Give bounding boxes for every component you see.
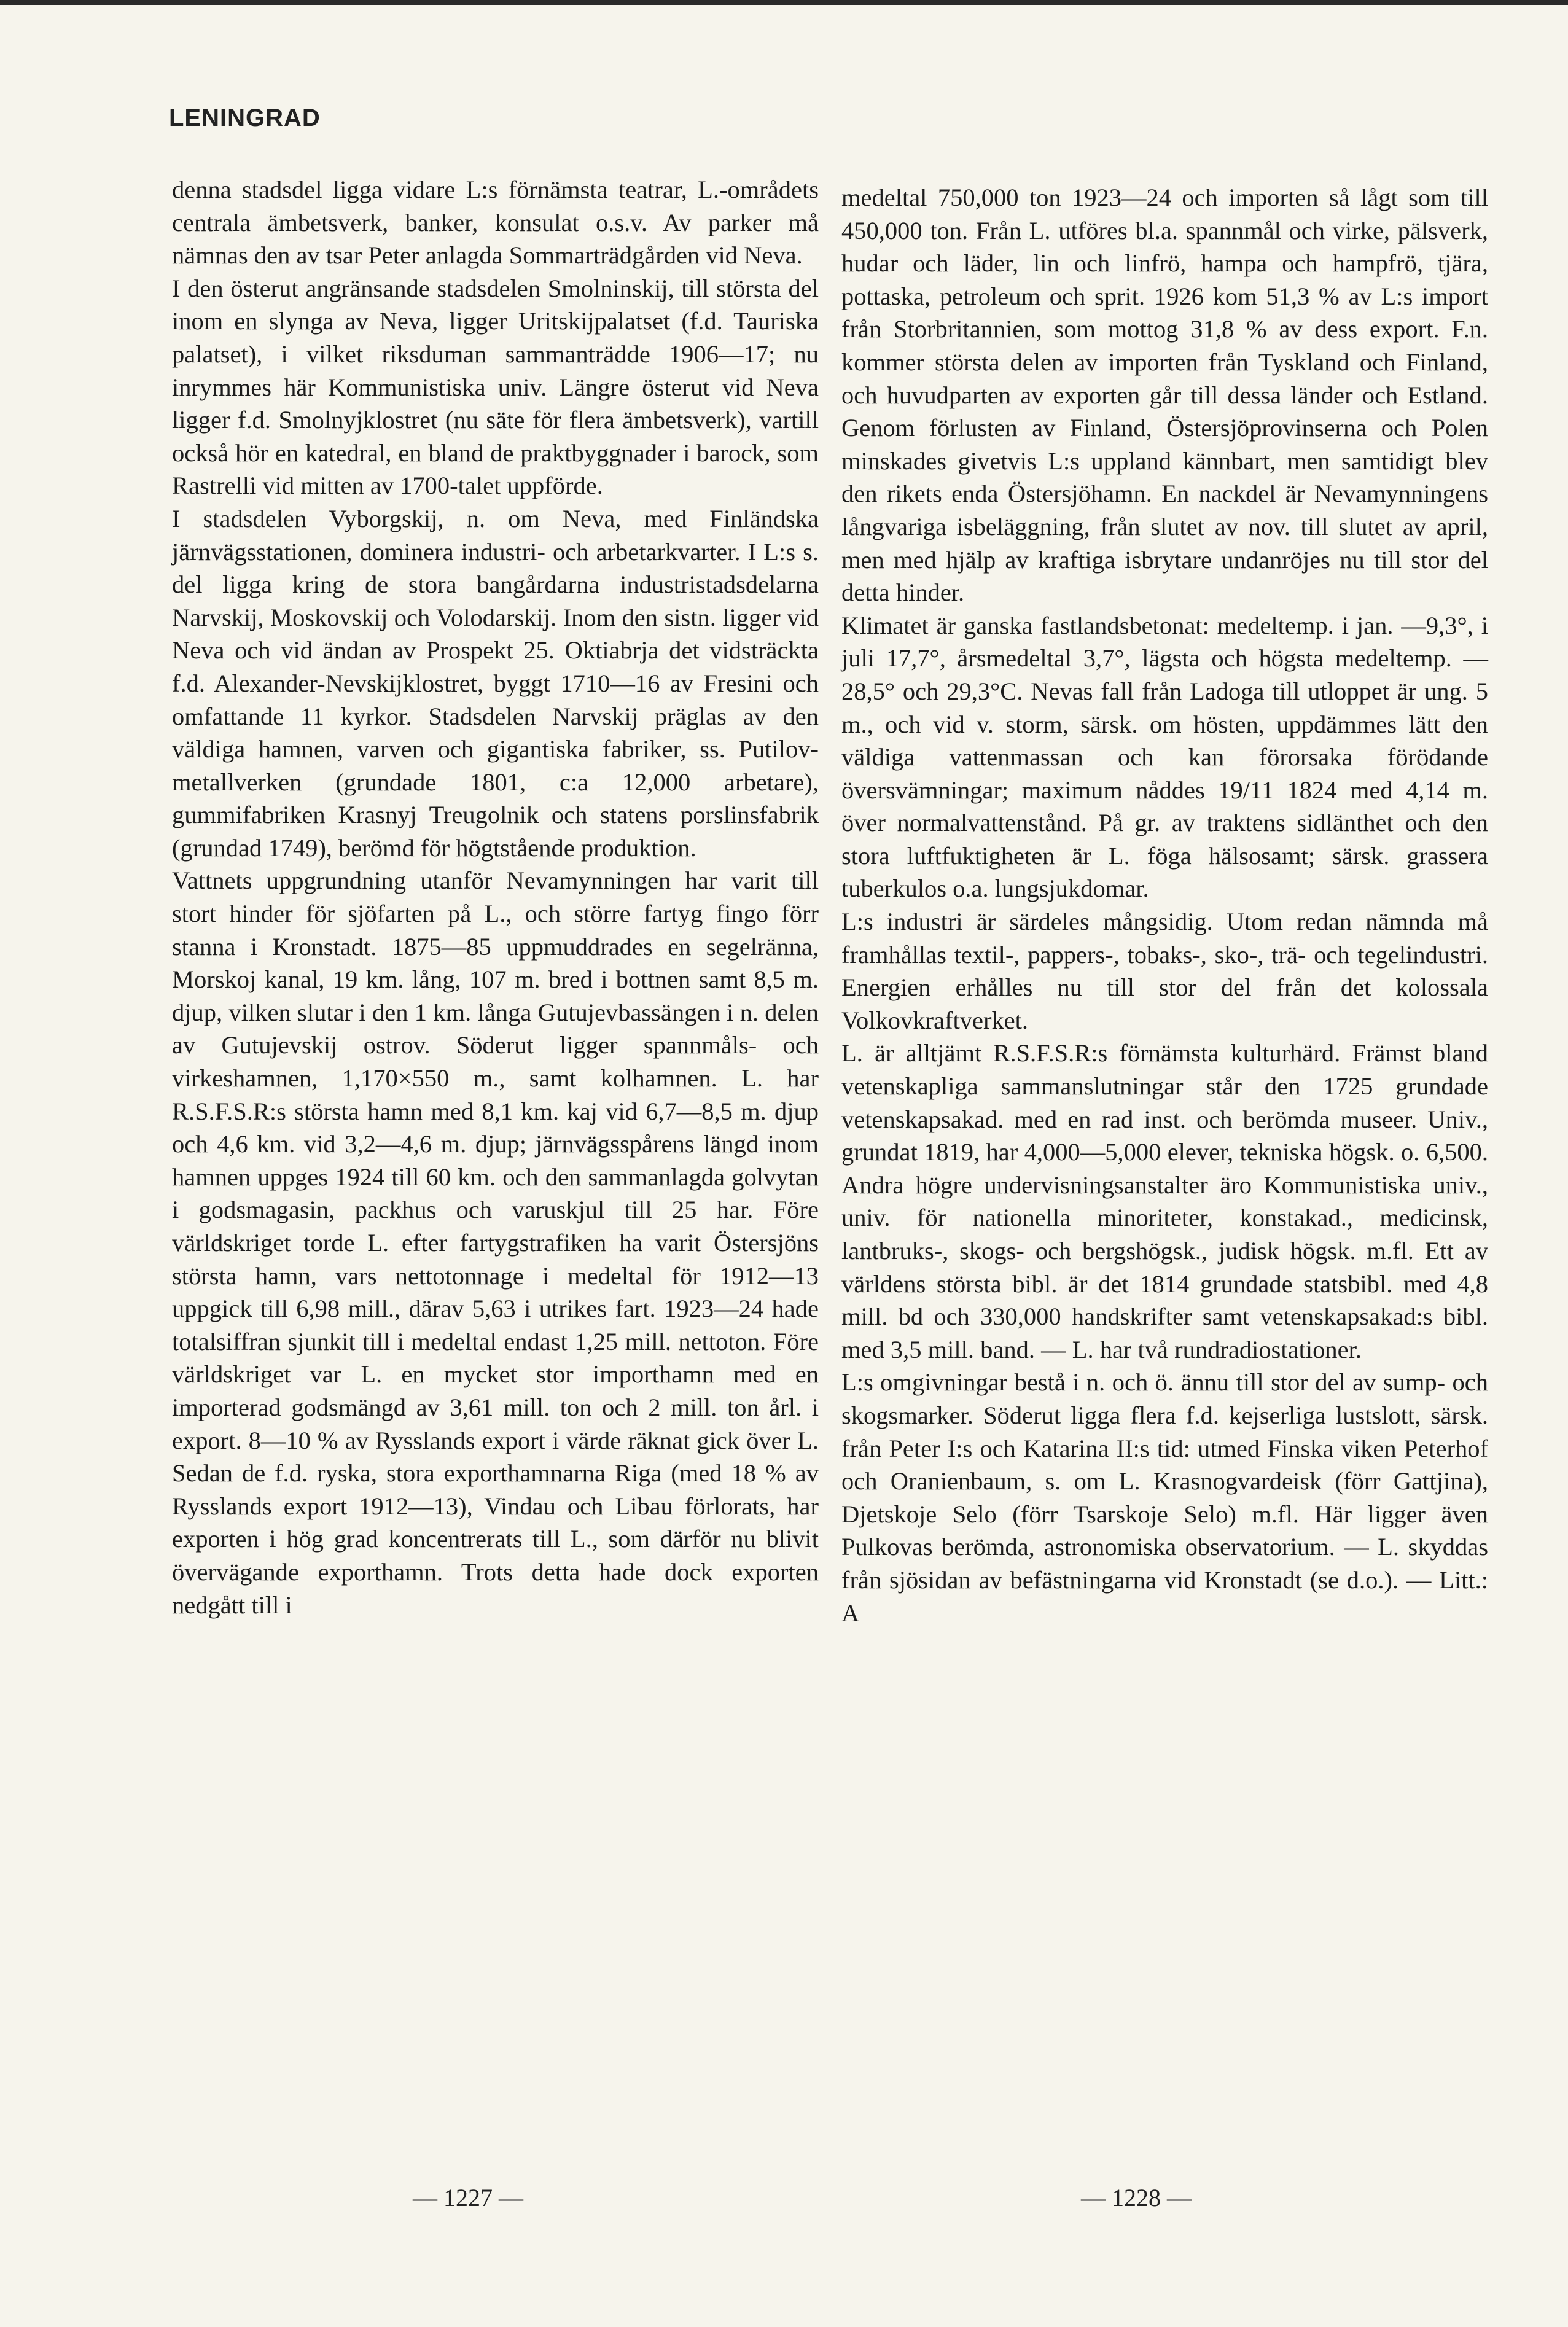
right-column [841, 181, 1488, 1629]
right-paragraph-4: L. är alltjämt R.S.F.S.R:s förnämsta kulturhärd. Främst bland vetenskapliga sammanslutningar står den 1725 grundade vetenskapsakad. med en rad inst. och berömda museer. Univ., grundat 1819, har 4,000—5,000 elever, tekniska högsk. o. 6,500. Andra högre undervisningsanstalter äro Kommunistiska univ., univ. för nationella minoriteter, konstakad., medicinsk, lantbruks-, skogs- och bergshögsk., judisk högsk. m.fl. Ett av världens största bibl. är det 1814 grundade statsbibl. med 4,8 mill. bd och 330,000 handskrifter samt vetenskapsakad:s bibl. med 3,5 mill. band. — L. har två rundradiostationer. [841, 1039, 1488, 1363]
page-number-right: — 1228 — [1081, 2184, 1192, 2212]
right-paragraph-1: medeltal 750,000 ton 1923—24 och importen så lågt som till 450,000 ton. Från L. utföres bl.a. spannmål och virke, pälsverk, hudar och läder, lin och linfrö, hampa och hampfrö, tjära, pottaska, petroleum och sprit. 1926 kom 51,3 % av L:s import från Storbritannien, som mottog 31,8 % av dess export. F.n. kommer största delen av importen från Tyskland och Finland, och huvudparten av exporten går till dessa länder och Estland. Genom förlusten av Finland, Östersjöprovinserna och Polen minskades givetvis L:s uppland kännbart, men samtidigt blev den rikets enda Östersjöhamn. En nackdel är Nevamynningens långvariga isbeläggning, från slutet av nov. till slutet av april, men med hjälp av kraftiga isbrytare undanröjes nu till stor del detta hinder. [841, 184, 1488, 607]
left-paragraph-2: I den österut angränsande stadsdelen Smolninskij, till största del inom en slynga av Neva, ligger Uritskijpalatset (f.d. Tauriska palatset), i vilket riksduman sammanträdde 1906—17; nu inrymmes här Kommunistiska univ. Längre österut vid Neva ligger f.d. Smolnyjklostret (nu säte för flera ämbetsverk), vartill också hör en katedral, en bland de praktbyggnader i barock, som Rastrelli vid mitten av 1700-talet uppförde. [172, 274, 819, 500]
left-paragraph-3: I stadsdelen Vyborgskij, n. om Neva, med Finländska järnvägsstationen, dominera industri- och arbetarkvarter. I L:s s. del ligga kring de stora bangårdarna industristadsdelarna Narvskij, Moskovskij och Volodarskij. Inom den sistn. ligger vid Neva och vid ändan av Prospekt 25. Oktiabrja det vidsträckta f.d. Alexander-Nevskijklostret, byggt 1710—16 av Fresini och omfattande 11 kyrkor. Stadsdelen Narvskij präglas av den väldiga hamnen, varven och gigantiska fabriker, ss. Putilov-metallverken (grundade 1801, c:a 12,000 arbetare), gummifabriken Krasnyj Treugolnik och statens porslinsfabrik (grundad 1749), berömd för högtstående produktion. [172, 504, 819, 862]
left-column [172, 173, 819, 1621]
page-number-left: — 1227 — [413, 2184, 523, 2212]
page-top-rule [0, 0, 1568, 5]
right-paragraph-5: L:s omgivningar bestå i n. och ö. ännu till stor del av sump- och skogsmarker. Söderut ligga flera f.d. kejserliga lustslott, särsk. från Peter I:s och Katarina II:s tid: utmed Finska viken Peterhof och Oranienbaum, s. om L. Krasnogvardeisk (förr Gattjina), Djetskoje Selo (förr Tsarskoje Selo) m.fl. Här ligger även Pulkovas berömda, astronomiska observatorium. — L. skyddas från sjösidan av befästningarna vid Kronstadt (se d.o.). — Litt.: A [841, 1368, 1488, 1627]
left-paragraph-1: denna stadsdel ligga vidare L:s förnämsta teatrar, L.-områdets centrala ämbetsverk, banker, konsulat o.s.v. Av parker må nämnas den av tsar Peter anlagda Sommarträdgården vid Neva. [172, 176, 819, 270]
running-head: LENINGRAD [169, 104, 321, 131]
right-paragraph-2: Klimatet är ganska fastlandsbetonat: medeltemp. i jan. —9,3°, i juli 17,7°, årsmedeltal 3,7°, lägsta och högsta medeltemp. —28,5° och 29,3°C. Nevas fall från Ladoga till utloppet är ung. 5 m., och vid v. storm, särsk. om hösten, uppdämmes lätt den väldiga vattenmassan och kan förorsaka förödande översvämningar; maximum nåddes 19/11 1824 med 4,14 m. över normalvattenstånd. På gr. av traktens sidlänthet och den stora luftfuktigheten är L. föga hälsosamt; särsk. grassera tuberkulos o.a. lungsjukdomar. [841, 611, 1488, 903]
right-paragraph-3: L:s industri är särdeles mångsidig. Utom redan nämnda må framhållas textil-, pappers-, tobaks-, sko-, trä- och tegelindustri. Energien erhålles nu till stor del från det kolossala Volkovkraftverket. [841, 908, 1488, 1034]
left-paragraph-4: Vattnets uppgrundning utanför Nevamynningen har varit till stort hinder för sjöfarten på L., och större fartyg fingo förr stanna i Kronstadt. 1875—85 uppmuddrades en segelränna, Morskoj kanal, 19 km. lång, 107 m. bred i bottnen samt 8,5 m. djup, vilken slutar i den 1 km. långa Gutujevbassängen i n. delen av Gutujevskij ostrov. Söderut ligger spannmåls- och virkeshamnen, 1,170×550 m., samt kolhamnen. L. har R.S.F.S.R:s största hamn med 8,1 km. kaj vid 6,7—8,5 m. djup och 4,6 km. vid 3,2—4,6 m. djup; järnvägsspårens längd inom hamnen uppges 1924 till 60 km. och den sammanlagda golvytan i godsmagasin, packhus och varuskjul till 25 har. Före världskriget torde L. efter fartygstrafiken ha varit Östersjöns största hamn, vars nettotonnage i medeltal för 1912—13 uppgick till 6,98 mill., därav 5,63 i utrikes fart. 1923—24 hade totalsiffran sjunkit till i medeltal endast 1,25 mill. nettoton. Före världskriget var L. en mycket stor importhamn med en importerad godsmängd av 3,61 mill. ton och 2 mill. ton årl. i export. 8—10 % av Rysslands export i värde räknat gick över L. Sedan de f.d. ryska, stora exporthamnarna Riga (med 18 % av Rysslands export 1912—13), Vindau och Libau förlorats, har exporten i hög grad koncentrerats till L., som därför nu blivit övervägande exporthamn. Trots detta hade dock exporten nedgått till i [172, 867, 819, 1619]
